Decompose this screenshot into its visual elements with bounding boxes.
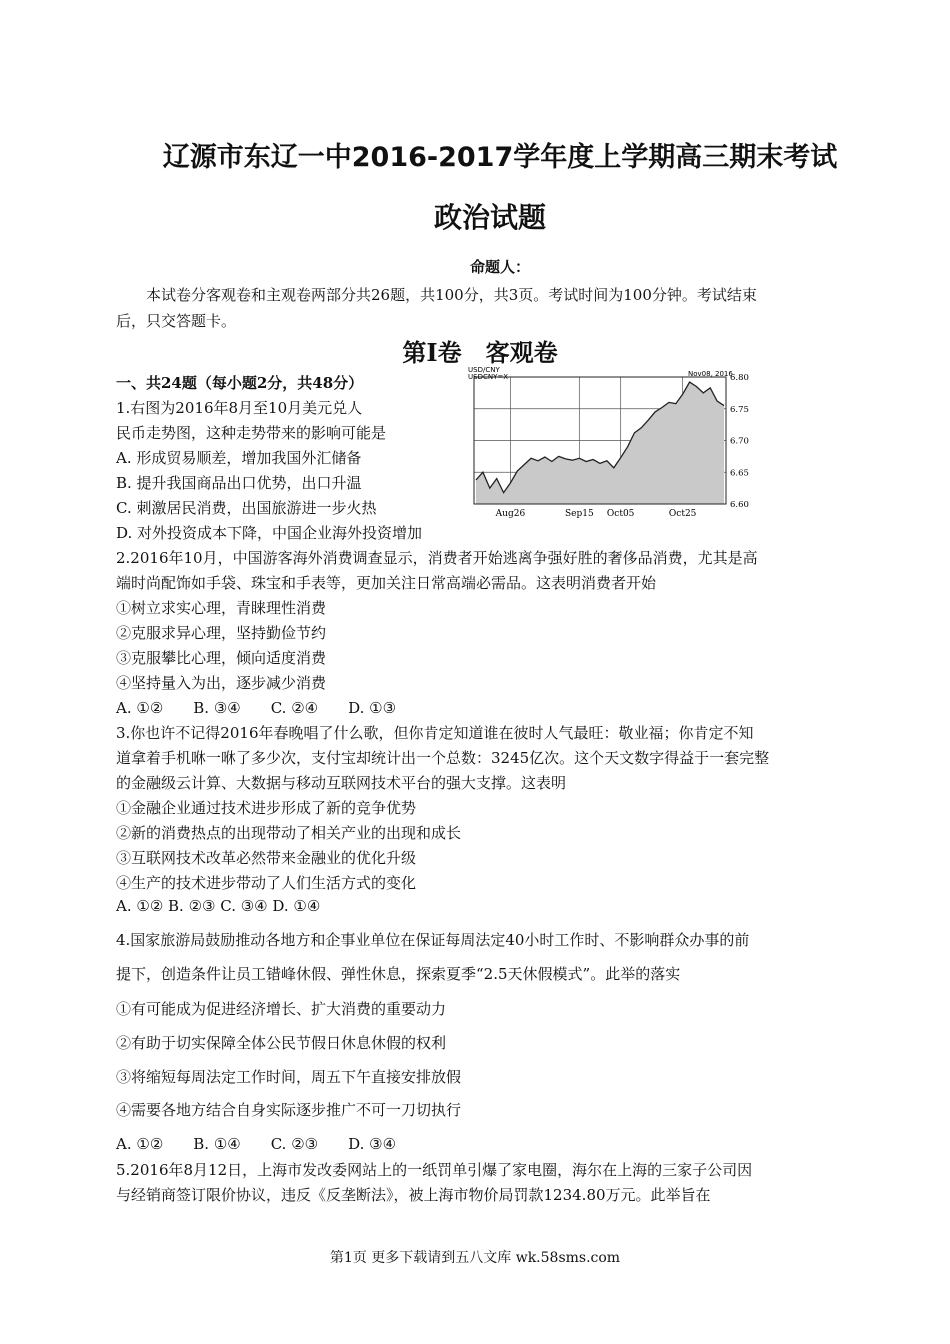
q3-options: A. ①② B. ②③ C. ③④ D. ①④ [116, 897, 321, 915]
q1-stem-line-1: 1.右图为2016年8月至10月美元兑人 [116, 399, 363, 417]
chart-y-tick-label: 6.60 [730, 500, 749, 510]
chart-y-tick-label: 6.80 [730, 373, 749, 383]
chart-x-ticks [495, 509, 697, 519]
chart-annotation: Nov08, 2016 [688, 370, 733, 378]
q2-item-4: ④坚持量入为出，逐步减少消费 [116, 674, 327, 692]
chart-x-tick-label: Sep15 [564, 509, 594, 519]
q3-item-3: ③互联网技术改革必然带来金融业的优化升级 [116, 849, 417, 867]
intro-paragraph [116, 282, 846, 334]
intro-line-1: 本试卷分客观卷和主观卷两部分共26题，共100分，共3页。考试时间为100分钟。考试结束 [146, 286, 757, 304]
q2-options: A. ①② B. ③④ C. ②④ D. ①③ [116, 699, 397, 717]
section-heading: 一、共24题（每小题2分，共48分） [116, 374, 364, 392]
q3-stem-line-3: 的金融级云计算、大数据与移动互联网技术平台的强大支撑。这表明 [116, 774, 567, 792]
q3-item-4: ④生产的技术进步带动了人们生活方式的变化 [116, 874, 417, 892]
q2-stem-line-1: 2.2016年10月，中国游客海外消费调查显示，消费者开始逃离争强好胜的奢侈品消费，尤其是高 [116, 549, 758, 567]
q3-item-2: ②新的消费热点的出现带动了相关产业的出现和成长 [116, 824, 462, 842]
part-title: 第Ⅰ卷 客观卷 [402, 338, 558, 367]
q4-item-4: ④需要各地方结合自身实际逐步推广不可一刀切执行 [116, 1101, 462, 1119]
q2-stem-line-2: 端时尚配饰如手袋、珠宝和手表等，更加关注日常高端必需品。这表明消费者开始 [116, 574, 657, 592]
chart-x-tick-label: Oct25 [668, 509, 697, 519]
author-label: 命题人： [470, 258, 531, 276]
chart-y-tick-label: 6.70 [730, 436, 749, 447]
q4-options: A. ①② B. ①④ C. ②③ D. ③④ [116, 1135, 397, 1153]
exam-title: 辽源市东辽一中2016-2017学年度上学期高三期末考试 [162, 142, 838, 173]
q4-item-3: ③将缩短每周法定工作时间，周五下午直接安排放假 [116, 1068, 462, 1086]
usd-cny-chart [466, 365, 762, 523]
chart-x-tick-label: Oct05 [606, 509, 635, 519]
chart-area [476, 382, 724, 504]
chart-legend-1: USD/CNY [468, 366, 500, 374]
q2-item-1: ①树立求实心理，青睐理性消费 [116, 599, 327, 617]
q3-item-1: ①金融企业通过技术进步形成了新的竞争优势 [116, 799, 417, 817]
chart-legend-2: USDCNY=X [468, 373, 509, 381]
q1-option-b: B. 提升我国商品出口优势，出口升温 [116, 474, 362, 492]
q1-option-c: C. 刺激居民消费，出国旅游进一步火热 [116, 499, 377, 517]
q1-option-d: D. 对外投资成本下降，中国企业海外投资增加 [116, 524, 423, 542]
q4-item-2: ②有助于切实保障全体公民节假日休息休假的权利 [116, 1034, 447, 1052]
page-footer: 第1页 更多下载请到五八文库 wk.58sms.com [329, 1250, 621, 1266]
q4-stem-line-2: 提下，创造条件让员工错峰休假、弹性休息，探索夏季“2.5天休假模式”。此举的落实 [116, 965, 681, 983]
chart-y-ticks [730, 373, 749, 510]
q4-item-1: ①有可能成为促进经济增长、扩大消费的重要动力 [116, 1000, 447, 1018]
q4-stem-line-1: 4.国家旅游局鼓励推动各地方和企事业单位在保证每周法定40小时工作时、不影响群众办事的前 [116, 931, 750, 949]
chart-y-tick-label: 6.75 [730, 404, 749, 415]
q1-option-a: A. 形成贸易顺差，增加我国外汇储备 [116, 449, 362, 467]
subject-title: 政治试题 [433, 201, 546, 234]
q2-item-3: ③克服攀比心理，倾向适度消费 [116, 649, 327, 667]
q5-stem-line-2: 与经销商签订限价协议，违反《反垄断法》，被上海市物价局罚款1234.80万元。此举旨在 [116, 1186, 711, 1204]
q1-stem-line-2: 民币走势图，这种走势带来的影响可能是 [116, 424, 387, 442]
intro-line-2: 后，只交答题卡。 [116, 312, 237, 330]
q5-stem-line-1: 5.2016年8月12日，上海市发改委网站上的一纸罚单引爆了家电圈，海尔在上海的三家子公司因 [116, 1161, 753, 1179]
q3-stem-line-2: 道拿着手机咻一咻了多少次，支付宝却统计出一个总数：3245亿次。这个天文数字得益于一套完整 [116, 749, 770, 767]
q2-item-2: ②克服求异心理，坚持勤俭节约 [116, 624, 327, 642]
chart-x-tick-label: Aug26 [495, 509, 526, 519]
chart-y-tick-label: 6.65 [730, 468, 749, 479]
q3-stem-line-1: 3.你也许不记得2016年春晚唱了什么歌，但你肯定知道谁在彼时人气最旺：敬业福；你肯定不知 [116, 724, 754, 742]
